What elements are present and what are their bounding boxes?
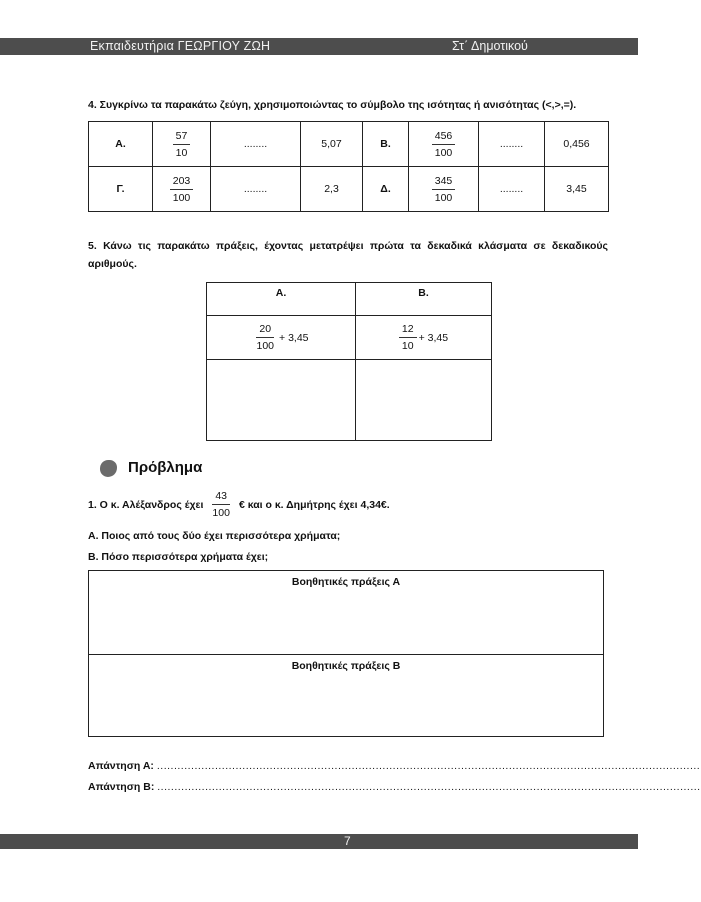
answer-a-dots: ...............................................................................................................................................................	[156, 760, 701, 772]
fraction-cell	[409, 167, 479, 212]
question-b: Β. Πόσο περισσότερα χρήματα έχει;	[88, 551, 269, 563]
problem-bullet-icon	[100, 460, 117, 477]
decimal-value: 2,3	[301, 167, 363, 212]
answer-a-line[interactable]	[88, 760, 701, 772]
fraction-denominator: 100	[212, 507, 230, 519]
decimal-value: 3,45	[545, 167, 609, 212]
expression-rest: + 3,45	[279, 331, 309, 344]
row-label-a: Α.	[89, 122, 153, 167]
fraction-denominator: 100	[172, 191, 191, 204]
question-5-text-line2: αριθμούς.	[88, 258, 137, 270]
column-header-a: Α.	[207, 283, 356, 316]
question-a: Α. Ποιος από τους δύο έχει περισσότερα χρήματα;	[88, 530, 341, 542]
row-label-c: Γ.	[89, 167, 153, 212]
decimal-value: 0,456	[545, 122, 609, 167]
grade-label: Στ΄ Δημοτικού	[452, 39, 528, 53]
question-5-text-line1: 5. Κάνω τις παρακάτω πράξεις, έχοντας μετατρέψει πρώτα τα δεκαδικά κλάσματα σε δεκαδικούς	[88, 240, 608, 252]
comparison-blank[interactable]: ........	[211, 122, 301, 167]
work-area-b[interactable]	[356, 360, 492, 441]
school-name: Εκπαιδευτήρια ΓΕΩΡΓΙΟΥ ΖΩΗ	[90, 39, 271, 53]
fraction	[170, 175, 194, 204]
expression-cell-a	[207, 316, 356, 360]
header-bar	[0, 38, 638, 55]
fraction-cell	[153, 122, 211, 167]
fraction-numerator: 345	[432, 175, 456, 190]
answer-a-label: Απάντηση Α:	[88, 760, 154, 772]
work-area-a[interactable]	[207, 360, 356, 441]
helper-box-b[interactable]	[88, 654, 604, 737]
fraction-denominator: 10	[401, 340, 414, 352]
fraction	[173, 130, 191, 159]
answer-b-label: Απάντηση Β:	[88, 781, 155, 793]
row-label-d: Δ.	[363, 167, 409, 212]
operations-table	[206, 282, 492, 441]
helper-box-a[interactable]	[88, 570, 604, 655]
footer-bar	[0, 834, 638, 849]
fraction	[399, 323, 417, 352]
expression-cell-b	[356, 316, 492, 360]
question-4-text: 4. Συγκρίνω τα παρακάτω ζεύγη, χρησιμοποιώντας το σύμβολο της ισότητας ή ανισότητας (<,>,=).	[88, 99, 577, 111]
page-number: 7	[344, 834, 351, 848]
problem-title: Πρόβλημα	[128, 459, 203, 476]
fraction-denominator: 10	[175, 146, 188, 159]
problem-statement	[88, 490, 390, 519]
column-header-b: Β.	[356, 283, 492, 316]
comparison-blank[interactable]: ........	[479, 122, 545, 167]
fraction-numerator: 20	[256, 323, 274, 338]
answer-b-line[interactable]	[88, 781, 701, 793]
decimal-value: 5,07	[301, 122, 363, 167]
fraction-numerator: 456	[432, 130, 456, 145]
problem-text-after: € και ο κ. Δημήτρης έχει 4,34€.	[238, 498, 390, 511]
fraction	[209, 490, 233, 519]
fraction-numerator: 57	[173, 130, 191, 145]
row-label-b: Β.	[363, 122, 409, 167]
comparison-row	[89, 167, 609, 212]
fraction	[253, 323, 277, 352]
fraction-denominator: 100	[256, 340, 275, 352]
helper-box-b-title: Βοηθητικές πράξεις Β	[291, 660, 401, 672]
fraction	[432, 175, 456, 204]
fraction-numerator: 203	[170, 175, 194, 190]
fraction-denominator: 100	[434, 191, 453, 204]
helper-box-a-title: Βοηθητικές πράξεις Α	[291, 576, 401, 588]
comparison-blank[interactable]: ........	[479, 167, 545, 212]
answer-b-dots: ...............................................................................................................................................................	[157, 781, 701, 793]
fraction-numerator: 12	[399, 323, 417, 338]
fraction-cell	[153, 167, 211, 212]
fraction-cell	[409, 122, 479, 167]
comparison-table	[88, 121, 609, 212]
fraction-numerator: 43	[212, 490, 230, 505]
expression-rest: + 3,45	[418, 331, 449, 344]
comparison-blank[interactable]: ........	[211, 167, 301, 212]
fraction	[432, 130, 456, 159]
problem-text-before: 1. Ο κ. Αλέξανδρος έχει	[88, 498, 204, 511]
fraction-denominator: 100	[434, 146, 453, 159]
comparison-row	[89, 122, 609, 167]
